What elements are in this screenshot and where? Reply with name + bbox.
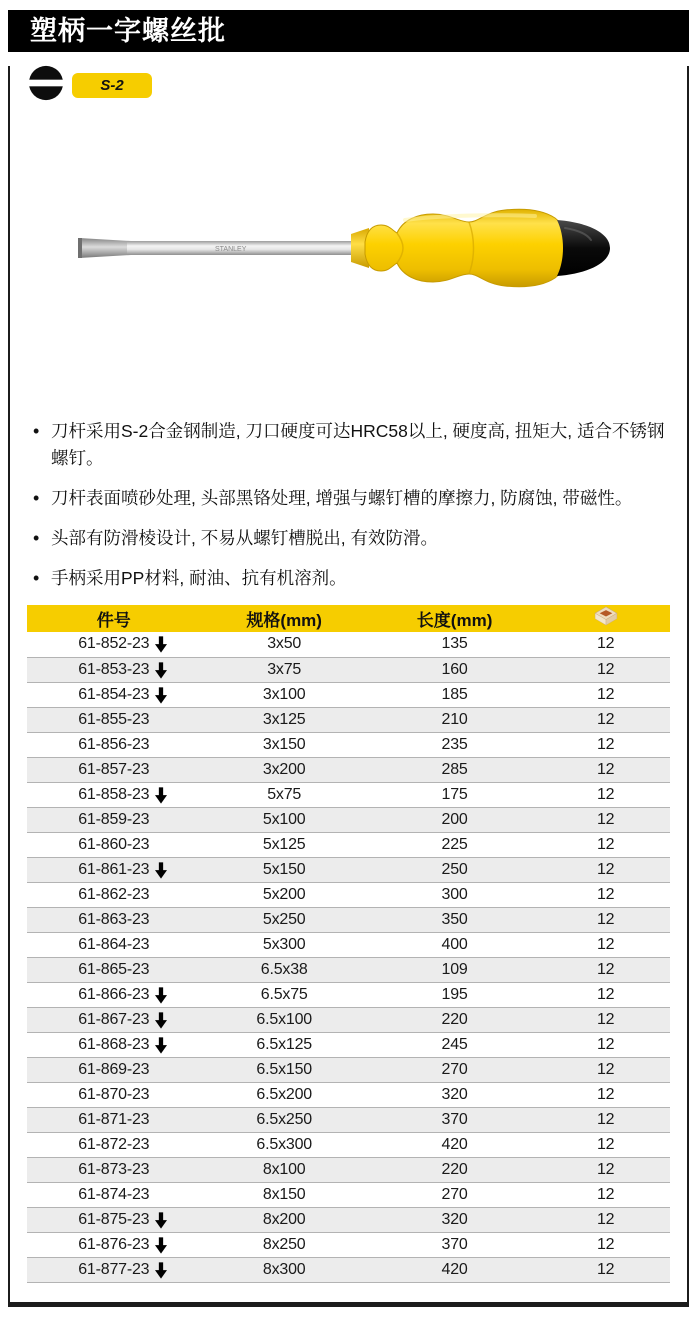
spec-cell: 3x50 bbox=[267, 635, 302, 653]
spec-cell: 8x100 bbox=[201, 1157, 368, 1182]
spec-cell: 3x75 bbox=[201, 657, 368, 682]
qty-cell: 12 bbox=[541, 882, 670, 907]
part-number: 61-865-23 bbox=[78, 960, 150, 978]
length-cell: 420 bbox=[368, 1257, 542, 1282]
length-cell: 225 bbox=[368, 832, 542, 857]
part-number: 61-869-23 bbox=[78, 1060, 150, 1078]
page-title: 塑柄一字螺丝批 bbox=[30, 16, 226, 46]
table-header-row bbox=[27, 605, 670, 632]
length-cell: 320 bbox=[368, 1082, 542, 1107]
down-arrow-icon bbox=[155, 987, 167, 1009]
length-cell: 400 bbox=[368, 932, 542, 957]
qty-cell: 12 bbox=[541, 707, 670, 732]
qty-cell: 12 bbox=[541, 1232, 670, 1257]
part-number: 61-858-23 bbox=[78, 785, 150, 803]
spec-cell: 6.5x150 bbox=[201, 1057, 368, 1082]
table-row bbox=[27, 782, 670, 807]
table-row bbox=[27, 807, 670, 832]
shaft-brand-text: STANLEY bbox=[215, 246, 247, 253]
down-arrow-icon bbox=[155, 1037, 167, 1059]
spec-cell: 3x150 bbox=[201, 732, 368, 757]
qty-cell: 12 bbox=[541, 1107, 670, 1132]
slotted-screw-head-icon bbox=[27, 64, 65, 107]
length-cell: 420 bbox=[368, 1132, 542, 1157]
spec-cell: 3x125 bbox=[201, 707, 368, 732]
qty-cell: 12 bbox=[541, 732, 670, 757]
qty-cell: 12 bbox=[541, 1057, 670, 1082]
qty-cell: 12 bbox=[541, 1157, 670, 1182]
length-cell: 270 bbox=[368, 1057, 542, 1082]
qty-cell: 12 bbox=[541, 1132, 670, 1157]
table-row bbox=[27, 1232, 670, 1257]
part-number: 61-864-23 bbox=[78, 935, 150, 953]
steel-grade-badge bbox=[72, 73, 152, 98]
spec-cell: 5x150 bbox=[201, 857, 368, 882]
table-row bbox=[27, 907, 670, 932]
length-cell: 245 bbox=[368, 1032, 542, 1057]
length-cell: 320 bbox=[368, 1207, 542, 1232]
part-number: 61-860-23 bbox=[78, 835, 150, 853]
table-row bbox=[27, 1257, 670, 1282]
spec-cell: 5x250 bbox=[201, 907, 368, 932]
part-number: 61-863-23 bbox=[78, 910, 150, 928]
down-arrow-icon bbox=[155, 1237, 167, 1259]
col-header-spec: 规格(mm) bbox=[201, 605, 368, 632]
steel-grade-label: S-2 bbox=[100, 76, 124, 94]
length-cell: 285 bbox=[368, 757, 542, 782]
table-row bbox=[27, 1007, 670, 1032]
table-row bbox=[27, 832, 670, 857]
qty-cell: 12 bbox=[541, 1007, 670, 1032]
table-row bbox=[27, 632, 670, 657]
part-number: 61-853-23 bbox=[78, 660, 150, 678]
qty-cell: 12 bbox=[541, 682, 670, 707]
table-row bbox=[27, 1107, 670, 1132]
feature-item: • 头部有防滑棱设计, 不易从螺钉槽脱出, 有效防滑。 bbox=[31, 525, 666, 552]
spec-cell: 5x200 bbox=[201, 882, 368, 907]
length-cell: 370 bbox=[368, 1232, 542, 1257]
packing-box-icon bbox=[594, 606, 618, 631]
table-row bbox=[27, 682, 670, 707]
table-row bbox=[27, 707, 670, 732]
spec-cell: 6.5x38 bbox=[201, 957, 368, 982]
part-number: 61-859-23 bbox=[78, 810, 150, 828]
part-number: 61-877-23 bbox=[78, 1260, 150, 1278]
qty-cell: 12 bbox=[541, 657, 670, 682]
table-row bbox=[27, 932, 670, 957]
spec-cell: 6.5x250 bbox=[201, 1107, 368, 1132]
length-cell: 135 bbox=[441, 635, 468, 653]
length-cell: 235 bbox=[368, 732, 542, 757]
feature-item: • 刀杆表面喷砂处理, 头部黑铬处理, 增强与螺钉槽的摩擦力, 防腐蚀, 带磁性。 bbox=[31, 485, 666, 512]
qty-cell: 12 bbox=[541, 1032, 670, 1057]
length-cell: 200 bbox=[368, 807, 542, 832]
part-number: 61-857-23 bbox=[78, 760, 150, 778]
col-header-part: 件号 bbox=[27, 605, 201, 632]
spec-cell: 8x200 bbox=[201, 1207, 368, 1232]
down-arrow-icon bbox=[155, 662, 167, 684]
screwdriver-illustration bbox=[78, 209, 610, 286]
down-arrow-icon bbox=[155, 687, 167, 709]
spec-cell: 3x200 bbox=[201, 757, 368, 782]
part-number: 61-872-23 bbox=[78, 1135, 150, 1153]
qty-cell: 12 bbox=[541, 982, 670, 1007]
qty-cell: 12 bbox=[541, 932, 670, 957]
qty-cell: 12 bbox=[541, 782, 670, 807]
length-cell: 195 bbox=[368, 982, 542, 1007]
qty-cell: 12 bbox=[596, 635, 615, 653]
table-row bbox=[27, 1182, 670, 1207]
feature-item: • 手柄采用PP材料, 耐油、抗有机溶剂。 bbox=[31, 565, 666, 592]
spec-cell: 6.5x200 bbox=[201, 1082, 368, 1107]
length-cell: 160 bbox=[368, 657, 542, 682]
type-badges-row bbox=[27, 66, 670, 104]
part-number: 61-856-23 bbox=[78, 735, 150, 753]
table-row bbox=[27, 757, 670, 782]
part-number: 61-876-23 bbox=[78, 1235, 150, 1253]
length-cell: 210 bbox=[368, 707, 542, 732]
length-cell: 250 bbox=[368, 857, 542, 882]
part-number: 61-873-23 bbox=[78, 1160, 150, 1178]
qty-cell: 12 bbox=[541, 857, 670, 882]
table-row bbox=[27, 657, 670, 682]
down-arrow-icon bbox=[155, 862, 167, 884]
table-row bbox=[27, 857, 670, 882]
table-row bbox=[27, 1132, 670, 1157]
qty-cell: 12 bbox=[541, 1257, 670, 1282]
spec-cell: 5x300 bbox=[201, 932, 368, 957]
parts-table bbox=[27, 605, 670, 1282]
spec-cell: 6.5x125 bbox=[201, 1032, 368, 1057]
qty-cell: 12 bbox=[541, 907, 670, 932]
qty-cell: 12 bbox=[541, 957, 670, 982]
length-cell: 109 bbox=[368, 957, 542, 982]
spec-cell: 8x250 bbox=[201, 1232, 368, 1257]
length-cell: 370 bbox=[368, 1107, 542, 1132]
qty-cell: 12 bbox=[541, 1082, 670, 1107]
table-row bbox=[27, 982, 670, 1007]
qty-cell: 12 bbox=[541, 1182, 670, 1207]
qty-cell: 12 bbox=[541, 757, 670, 782]
down-arrow-icon bbox=[155, 787, 167, 809]
page-title-bar bbox=[8, 10, 689, 52]
table-row bbox=[27, 1082, 670, 1107]
qty-cell: 12 bbox=[541, 1207, 670, 1232]
part-number: 61-871-23 bbox=[78, 1110, 150, 1128]
length-cell: 270 bbox=[368, 1182, 542, 1207]
part-number: 61-866-23 bbox=[78, 985, 150, 1003]
qty-cell: 12 bbox=[541, 807, 670, 832]
table-row bbox=[27, 1157, 670, 1182]
table-bottom-rule bbox=[27, 1282, 670, 1283]
length-cell: 350 bbox=[368, 907, 542, 932]
spec-cell: 5x75 bbox=[201, 782, 368, 807]
part-number: 61-852-23 bbox=[78, 635, 150, 653]
spec-cell: 5x125 bbox=[201, 832, 368, 857]
part-number: 61-855-23 bbox=[78, 710, 150, 728]
down-arrow-icon bbox=[155, 1212, 167, 1234]
length-cell: 220 bbox=[368, 1007, 542, 1032]
down-arrow-icon bbox=[155, 636, 167, 658]
part-number: 61-862-23 bbox=[78, 885, 150, 903]
length-cell: 220 bbox=[368, 1157, 542, 1182]
part-number: 61-861-23 bbox=[78, 860, 150, 878]
feature-item: • 刀杆采用S-2合金钢制造, 刀口硬度可达HRC58以上, 硬度高, 扭矩大, 适合不锈钢螺钉。 bbox=[31, 418, 666, 472]
qty-cell: 12 bbox=[541, 832, 670, 857]
col-header-qty bbox=[541, 605, 670, 632]
part-number: 61-870-23 bbox=[78, 1085, 150, 1103]
product-image bbox=[65, 180, 625, 320]
spec-cell: 3x100 bbox=[201, 682, 368, 707]
table-row bbox=[27, 1207, 670, 1232]
down-arrow-icon bbox=[155, 1262, 167, 1284]
table-row bbox=[27, 1032, 670, 1057]
col-header-length: 长度(mm) bbox=[368, 605, 542, 632]
down-arrow-icon bbox=[155, 1012, 167, 1034]
part-number: 61-854-23 bbox=[78, 685, 150, 703]
table-row bbox=[27, 957, 670, 982]
spec-cell: 6.5x75 bbox=[201, 982, 368, 1007]
content-frame bbox=[8, 66, 689, 1307]
length-cell: 185 bbox=[368, 682, 542, 707]
table-row bbox=[27, 1057, 670, 1082]
part-number: 61-875-23 bbox=[78, 1210, 150, 1228]
spec-cell: 5x100 bbox=[201, 807, 368, 832]
spec-cell: 8x300 bbox=[201, 1257, 368, 1282]
spec-cell: 8x150 bbox=[201, 1182, 368, 1207]
table-row bbox=[27, 732, 670, 757]
parts-table-body bbox=[27, 632, 670, 1282]
part-number: 61-867-23 bbox=[78, 1010, 150, 1028]
spec-cell: 6.5x300 bbox=[201, 1132, 368, 1157]
table-row bbox=[27, 882, 670, 907]
feature-list bbox=[27, 418, 670, 592]
part-number: 61-874-23 bbox=[78, 1185, 150, 1203]
length-cell: 300 bbox=[368, 882, 542, 907]
spec-cell: 6.5x100 bbox=[201, 1007, 368, 1032]
part-number: 61-868-23 bbox=[78, 1035, 150, 1053]
length-cell: 175 bbox=[368, 782, 542, 807]
